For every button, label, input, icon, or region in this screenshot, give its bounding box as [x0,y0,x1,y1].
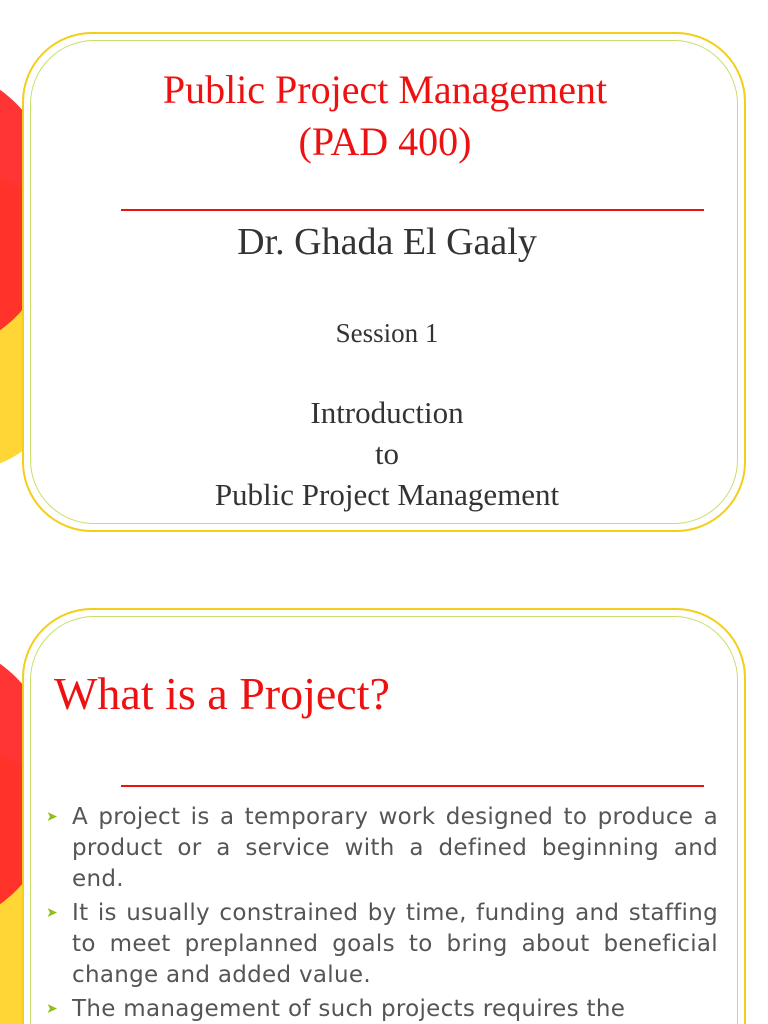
slide-heading: What is a Project? [54,668,390,719]
slide-title-line1: Public Project Management [162,67,608,112]
slide-title-line2: (PAD 400) [298,119,472,164]
list-item [44,898,718,991]
presenter-name: Dr. Ghada El Gaaly [237,221,537,263]
list-item [44,994,718,1024]
topic-line3: Public Project Management [214,477,560,512]
bullet-list [44,802,718,1024]
arrowhead-bullet-icon: ➤ [46,905,59,921]
arrowhead-bullet-icon: ➤ [46,809,59,825]
session-label: Session 1 [335,318,439,348]
title-divider [121,209,704,211]
list-item [44,802,718,895]
topic-line2: to [374,436,400,471]
arrowhead-bullet-icon: ➤ [46,1001,59,1017]
heading-divider [121,785,704,787]
topic-line1: Introduction [310,395,464,430]
slide-what-is-a-project [0,580,768,1024]
bullet-text: It is usually constrained by time, funding and staffing to meet preplanned goals to bring about beneficial change and added value. [72,900,718,988]
bullet-text: A project is a temporary work designed to produce a product or a service with a defined beginning and end. [72,804,718,892]
bullet-text: The management of such projects requires the [72,996,626,1022]
